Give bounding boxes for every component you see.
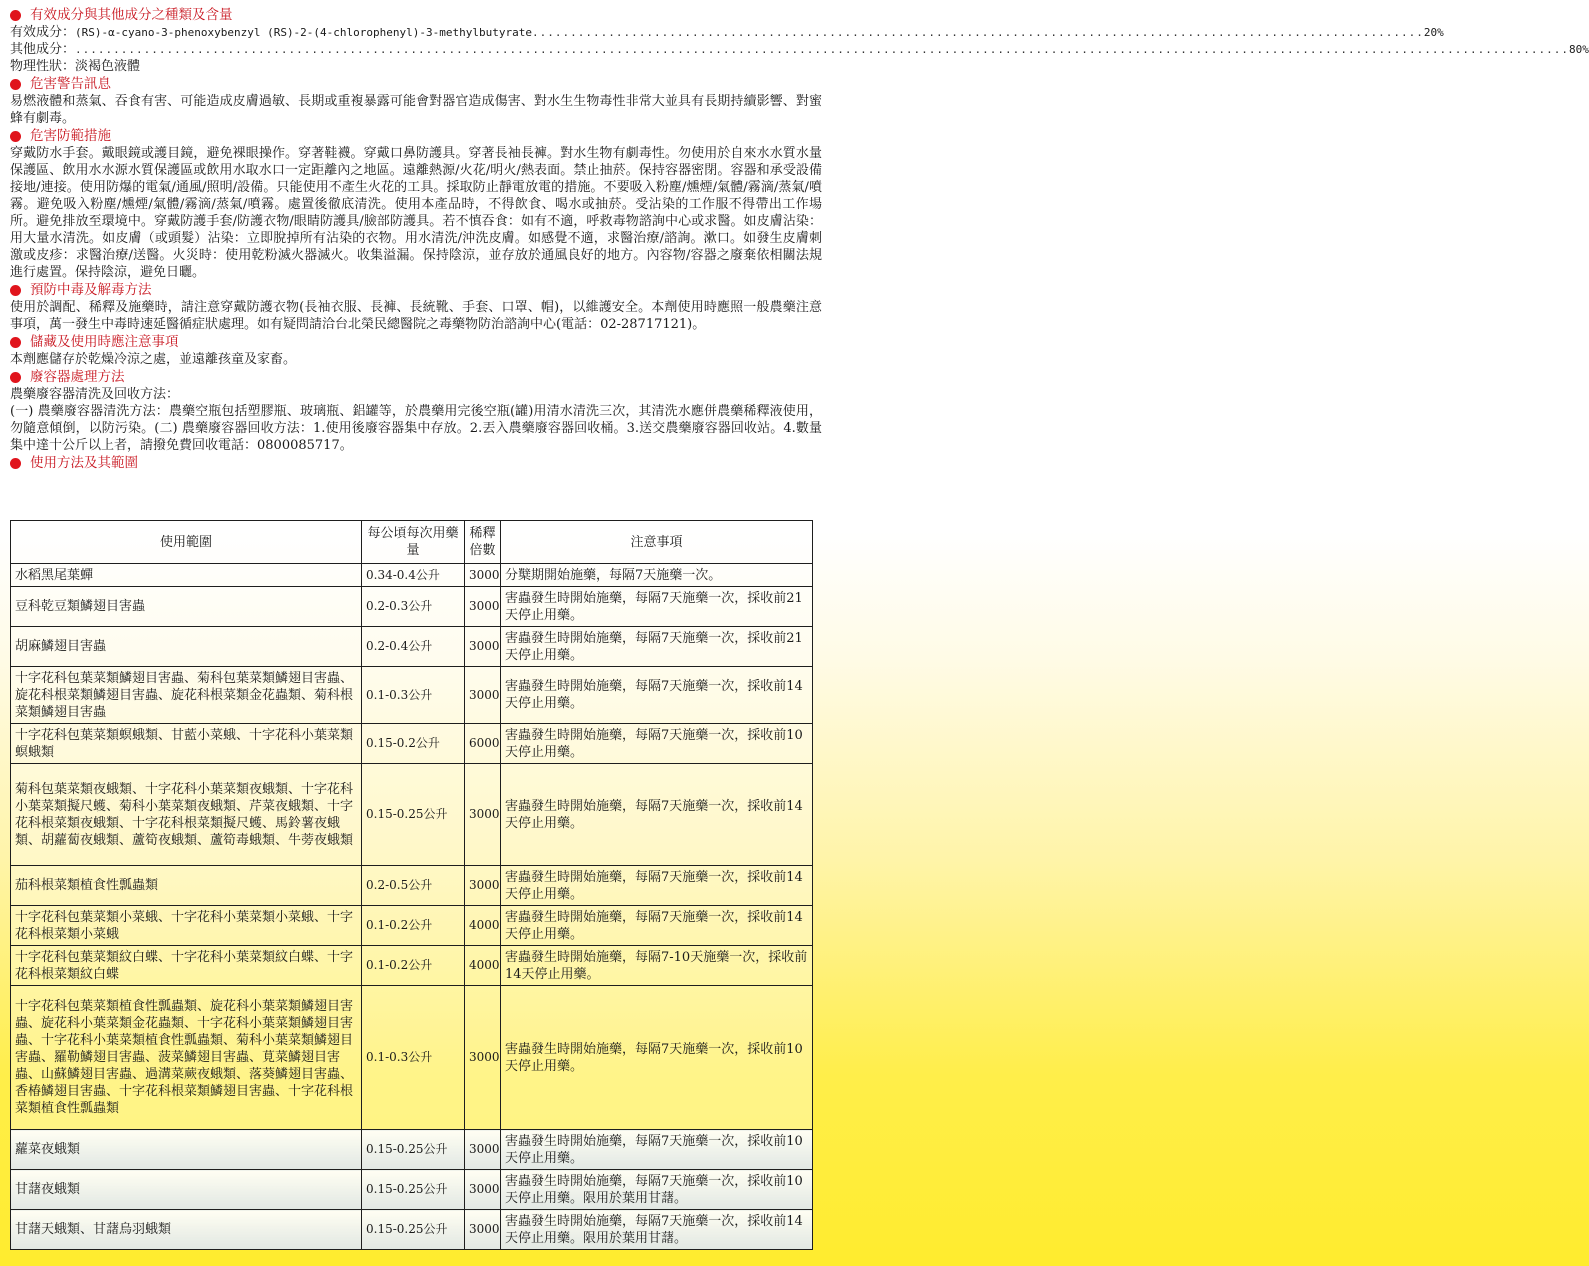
bullet-icon (10, 337, 21, 348)
header-dilution: 稀釋倍數 (465, 521, 501, 564)
cell-note: 害蟲發生時開始施藥，每隔7天施藥一次，採收前14天停止用藥。 (501, 764, 813, 866)
prevention-text: 穿戴防水手套。戴眼鏡或護目鏡，避免裸眼操作。穿著鞋襪。穿戴口鼻防護具。穿著長袖長褲。對水生物有劇毒性。勿使用於自來水水質水量保護區、飲用水水源水質保護區或飲用水取水口一定距離內之地區。遠離熱源/火花/明火/熱表面。禁止抽菸。保持容器密閉。容器和承受設備接地/連接。使用防爆的電氣/通風/照明/設備。只能使用不產生火花的工具。採取防止靜電放電的措施。不要吸入粉塵/燻煙/氣體/霧滴/蒸氣/噴霧。避免吸入粉塵/燻煙/氣體/霧滴/蒸氣/噴霧。處置後徹底清洗。使用本產品時，不得飲食、喝水或抽菸。受沾染的工作服不得帶出工作場所。避免排放至環境中。穿戴防護手套/防護衣物/眼睛防護具/臉部防護具。若不慎吞食：如有不適，呼救毒物諮詢中心或求醫。如皮膚沾染：用大量水清洗。如皮膚（或頭髮）沾染：立即脫掉所有沾染的衣物。用水清洗/沖洗皮膚。如感覺不適，求醫治療/諮詢。漱口。如發生皮膚刺激或皮疹：求醫治療/送醫。火災時：使用乾粉滅火器滅火。收集溢漏。保持陰涼，並存放於通風良好的地方。內容物/容器之廢棄依相關法規進行處置。保持陰涼，避免日曬。 (10, 146, 822, 280)
table-row (11, 946, 813, 986)
table-row (11, 627, 813, 667)
cell-scope: 十字花科包葉菜類紋白蝶、十字花科小葉菜類紋白蝶、十字花科根菜類紋白蝶 (11, 946, 362, 986)
cell-scope: 水稻黑尾葉蟬 (11, 564, 362, 587)
cell-dilution: 3000 (465, 986, 501, 1130)
cell-dilution: 3000 (465, 866, 501, 906)
cell-scope: 胡麻鱗翅目害蟲 (11, 627, 362, 667)
ingredients-heading (10, 6, 822, 24)
table-row (11, 986, 813, 1130)
cell-dose: 0.1-0.2公升 (362, 946, 465, 986)
cell-dose: 0.1-0.3公升 (362, 667, 465, 724)
label-document (10, 6, 1589, 472)
cell-dilution: 4000 (465, 946, 501, 986)
cell-note: 害蟲發生時開始施藥，每隔7-10天施藥一次，採收前14天停止用藥。 (501, 946, 813, 986)
cell-dose: 0.2-0.3公升 (362, 587, 465, 627)
cell-note: 害蟲發生時開始施藥，每隔7天施藥一次，採收前14天停止用藥。 (501, 906, 813, 946)
storage-title: 儲藏及使用時應注意事項 (30, 333, 179, 350)
cell-scope: 豆科乾豆類鱗翅目害蟲 (11, 587, 362, 627)
cell-dilution: 3000 (465, 627, 501, 667)
other-ingredient-label: 其他成分： (10, 42, 76, 57)
prevention-heading (10, 127, 822, 145)
table-row (11, 1170, 813, 1210)
table-row (11, 724, 813, 764)
cell-dose: 0.15-0.25公升 (362, 764, 465, 866)
cell-scope: 菊科包葉菜類夜蛾類、十字花科小葉菜類夜蛾類、十字花科小葉菜類擬尺蠖、菊科小葉菜類夜蛾類、芹菜夜蛾類、十字花科根菜類夜蛾類、十字花科根菜類擬尺蠖、馬鈴薯夜蛾類、胡蘿蔔夜蛾類、蘆筍夜蛾類、蘆筍毒蛾類、牛蒡夜蛾類 (11, 764, 362, 866)
cell-note: 分櫱期開始施藥，每隔7天施藥一次。 (501, 564, 813, 587)
cell-dose: 0.15-0.25公升 (362, 1130, 465, 1170)
active-ingredient-label: 有效成分： (10, 25, 76, 40)
active-ingredient-line: 有效成分： (RS)-α-cyano-3-phenoxybenzyl (RS)-2-(4-chlorophenyl)-3-methylbutyrate ..................................................................................................................... 20% (10, 25, 1444, 40)
bullet-icon (10, 79, 21, 90)
disposal-intro: 農藥廢容器清洗及回收方法： (10, 387, 180, 402)
cell-note: 害蟲發生時開始施藥，每隔7天施藥一次，採收前21天停止用藥。 (501, 587, 813, 627)
usage-table (10, 520, 813, 1250)
cell-dose: 0.1-0.3公升 (362, 986, 465, 1130)
cell-note: 害蟲發生時開始施藥，每隔7天施藥一次，採收前10天停止用藥。 (501, 724, 813, 764)
cell-dose: 0.15-0.2公升 (362, 724, 465, 764)
cell-dose: 0.2-0.4公升 (362, 627, 465, 667)
active-ingredient-value: 20% (1423, 26, 1444, 39)
cell-note: 害蟲發生時開始施藥，每隔7天施藥一次，採收前14天停止用藥。 (501, 866, 813, 906)
bullet-icon (10, 458, 21, 469)
usage-title: 使用方法及其範圍 (30, 454, 138, 471)
table-row (11, 667, 813, 724)
cell-scope: 十字花科包葉菜類鱗翅目害蟲、菊科包葉菜類鱗翅目害蟲、旋花科根菜類鱗翅目害蟲、旋花科根菜類金花蟲類、菊科根菜類鱗翅目害蟲 (11, 667, 362, 724)
disposal-text: (一) 農藥廢容器清洗方法：農藥空瓶包括塑膠瓶、玻璃瓶、鋁罐等，於農藥用完後空瓶(罐)用清水清洗三次，其清洗水應併農藥稀釋液使用，勿隨意傾倒，以防污染。(二) 農藥廢容器回收方法：1.使用後廢容器集中存放。2.丟入農藥廢容器回收桶。3.送交農藥廢容器回收站。4.數量集中達十公斤以上者，請撥免費回收電話：0800085717。 (10, 404, 822, 453)
table-row (11, 1210, 813, 1250)
prevention-title: 危害防範措施 (30, 127, 111, 144)
bullet-icon (10, 10, 21, 21)
header-scope: 使用範圍 (11, 521, 362, 564)
ingredients-title: 有效成分與其他成分之種類及含量 (30, 6, 233, 23)
table-row (11, 866, 813, 906)
hazard-title: 危害警告訊息 (30, 75, 111, 92)
table-row (11, 1130, 813, 1170)
cell-scope: 蘿菜夜蛾類 (11, 1130, 362, 1170)
cell-note: 害蟲發生時開始施藥，每隔7天施藥一次，採收前10天停止用藥。 (501, 986, 813, 1130)
table-row (11, 564, 813, 587)
poison-heading (10, 281, 822, 299)
cell-dilution: 3000 (465, 667, 501, 724)
header-dose: 每公頃每次用藥量 (362, 521, 465, 564)
poison-title: 預防中毒及解毒方法 (30, 281, 152, 298)
header-notes: 注意事項 (501, 521, 813, 564)
cell-dilution: 3000 (465, 587, 501, 627)
cell-scope: 十字花科包葉菜類小菜蛾、十字花科小葉菜類小菜蛾、十字花科根菜類小菜蛾 (11, 906, 362, 946)
disposal-title: 廢容器處理方法 (30, 368, 125, 385)
cell-scope: 甘藷夜蛾類 (11, 1170, 362, 1210)
usage-heading (10, 454, 822, 472)
bullet-icon (10, 131, 21, 142)
hazard-heading (10, 75, 822, 93)
cell-dilution: 3000 (465, 1210, 501, 1250)
cell-dilution: 3000 (465, 764, 501, 866)
cell-note: 害蟲發生時開始施藥，每隔7天施藥一次，採收前14天停止用藥。 (501, 667, 813, 724)
cell-dose: 0.15-0.25公升 (362, 1170, 465, 1210)
poison-text: 使用於調配、稀釋及施藥時，請注意穿戴防護衣物(長袖衣服、長褲、長統靴、手套、口罩、帽)，以維護安全。本劑使用時應照一般農藥注意事項，萬一發生中毒時速延醫循症狀處理。如有疑問請洽台北榮民總醫院之毒藥物防治諮詢中心(電話：02-28717121)。 (10, 300, 822, 332)
cell-dilution: 6000 (465, 724, 501, 764)
cell-dose: 0.2-0.5公升 (362, 866, 465, 906)
other-ingredient-line: 其他成分： .................................................................................................................................................................................................... 80% (10, 42, 1589, 57)
physical-state: 物理性狀：淡褐色液體 (10, 59, 141, 74)
hazard-text: 易燃液體和蒸氣、吞食有害、可能造成皮膚過敏、長期或重複暴露可能會對器官造成傷害、對水生生物毒性非常大並具有長期持續影響、對蜜蜂有劇毒。 (10, 94, 822, 126)
cell-note: 害蟲發生時開始施藥，每隔7天施藥一次，採收前14天停止用藥。限用於葉用甘藷。 (501, 1210, 813, 1250)
cell-scope: 茄科根菜類植食性瓢蟲類 (11, 866, 362, 906)
cell-dose: 0.1-0.2公升 (362, 906, 465, 946)
cell-scope: 甘藷天蛾類、甘藷烏羽蛾類 (11, 1210, 362, 1250)
storage-heading (10, 333, 822, 351)
storage-text: 本劑應儲存於乾燥冷涼之處，並遠離孩童及家畜。 (10, 352, 297, 367)
cell-dose: 0.34-0.4公升 (362, 564, 465, 587)
active-ingredient-name: (RS)-α-cyano-3-phenoxybenzyl (RS)-2-(4-chlorophenyl)-3-methylbutyrate (75, 26, 532, 39)
cell-dilution: 3000 (465, 1170, 501, 1210)
cell-note: 害蟲發生時開始施藥，每隔7天施藥一次，採收前10天停止用藥。 (501, 1130, 813, 1170)
cell-dilution: 3000 (465, 564, 501, 587)
bullet-icon (10, 285, 21, 296)
usage-table-header (11, 521, 813, 564)
disposal-heading (10, 368, 822, 386)
cell-scope: 十字花科包葉菜類植食性瓢蟲類、旋花科小葉菜類鱗翅目害蟲、旋花科小葉菜類金花蟲類、十字花科小葉菜類鱗翅目害蟲、十字花科小葉菜類植食性瓢蟲類、菊科小葉菜類鱗翅目害蟲、羅勒鱗翅目害蟲、菠菜鱗翅目害蟲、莧菜鱗翅目害蟲、山蘇鱗翅目害蟲、過溝菜蕨夜蛾類、落葵鱗翅目害蟲、香椿鱗翅目害蟲、十字花科根菜類鱗翅目害蟲、十字花科根菜類植食性瓢蟲類 (11, 986, 362, 1130)
cell-dose: 0.15-0.25公升 (362, 1210, 465, 1250)
cell-scope: 十字花科包葉菜類螟蛾類、甘藍小菜蛾、十字花科小葉菜類螟蛾類 (11, 724, 362, 764)
cell-note: 害蟲發生時開始施藥，每隔7天施藥一次，採收前21天停止用藥。 (501, 627, 813, 667)
cell-note: 害蟲發生時開始施藥，每隔7天施藥一次，採收前10天停止用藥。限用於葉用甘藷。 (501, 1170, 813, 1210)
bullet-icon (10, 372, 21, 383)
cell-dilution: 4000 (465, 906, 501, 946)
table-row (11, 764, 813, 866)
table-row (11, 587, 813, 627)
other-ingredient-value: 80% (1569, 43, 1589, 56)
table-row (11, 906, 813, 946)
cell-dilution: 3000 (465, 1130, 501, 1170)
